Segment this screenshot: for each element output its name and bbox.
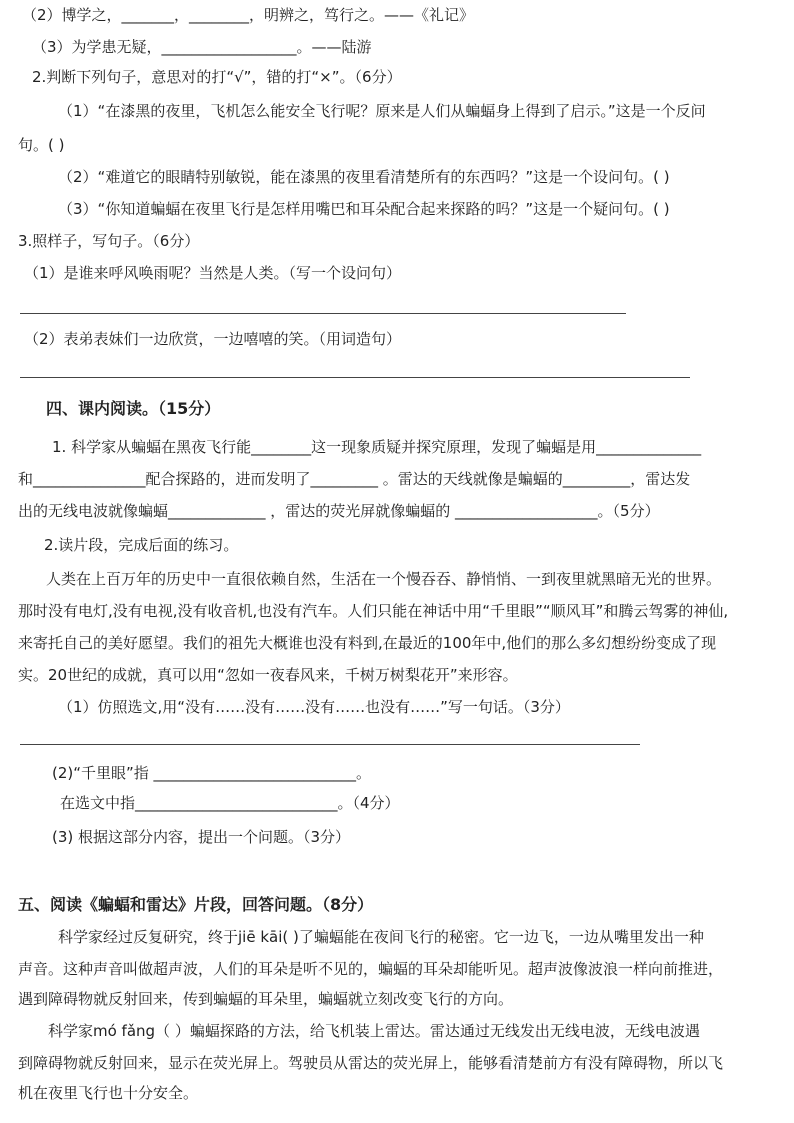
answer-line: [20, 313, 626, 314]
section-4-q1-line3: 出的无线电波就像蝙蝠_____________ ，雷达的荧光屏就像蝙蝠的 ___________________。（5分）: [18, 502, 660, 520]
passage-line: 来寄托自己的美好愿望。我们的祖先大概谁也没有料到,在最近的100年中,他们的那么多幻想纷纷变成了现: [18, 634, 717, 652]
answer-line: [20, 377, 690, 378]
question-3-item-2: （2）表弟表妹们一边欣赏，一边嘻嘻的笑。（用词造句）: [24, 330, 402, 348]
section-4-q1-line2: 和_______________配合探路的，进而发明了_________ 。雷达的天线就像是蝙蝠的_________，雷达发: [18, 470, 691, 488]
reading-line: 遇到障碍物就反射回来，传到蝙蝠的耳朵里，蝙蝠就立刻改变飞行的方向。: [18, 990, 514, 1008]
reading-line: 机在夜里飞行也十分安全。: [18, 1084, 199, 1102]
section-4-q2-heading: 2.读片段，完成后面的练习。: [44, 536, 239, 554]
passage-line: 那时没有电灯,没有电视,没有收音机,也没有汽车。人们只能在神话中用“千里眼”“顺风耳”和腾云驾雾的神仙,: [18, 602, 729, 620]
question-3-item-1: （1）是谁来呼风唤雨呢？当然是人类。（写一个设问句）: [24, 264, 402, 282]
reading-line: 科学家经过反复研究，终于jiē kāi( )了蝙蝠能在夜间飞行的秘密。它一边飞，一边从嘴里发出一种: [58, 928, 704, 946]
section-4-q2-item-2-cont: 在选文中指___________________________。（4分）: [60, 794, 400, 812]
line-boxue: （2）博学之，_______，________，明辨之，笃行之。——《礼记》: [22, 6, 475, 24]
passage-line: 实。20世纪的成就，真可以用“忽如一夜春风来，千树万树梨花开”来形容。: [18, 666, 518, 684]
section-4-q2-item-3: (3) 根据这部分内容，提出一个问题。（3分）: [52, 828, 351, 846]
question-2-item-2: （2）“难道它的眼睛特别敏锐，能在漆黑的夜里看清楚所有的东西吗？”这是一个设问句。( ): [58, 168, 670, 186]
section-4-q2-item-1: （1）仿照选文,用“没有……没有……没有……也没有……”写一句话。（3分）: [58, 698, 570, 716]
reading-line: 科学家mó fǎng（ ）蝙蝠探路的方法，给飞机装上雷达。雷达通过无线发出无线电波，无线电波遇: [48, 1022, 700, 1040]
question-2-item-1: （1）“在漆黑的夜里，飞机怎么能安全飞行呢？原来是人们从蝙蝠身上得到了启示。”这是一个反问: [58, 102, 706, 120]
line-weixue: （3）为学患无疑，__________________。——陆游: [32, 38, 372, 56]
reading-line: 到障碍物就反射回来，显示在荧光屏上。驾驶员从雷达的荧光屏上，能够看清楚前方有没有障碍物，所以飞: [18, 1054, 724, 1072]
question-2-heading: 2.判断下列句子，意思对的打“√”，错的打“×”。（6分）: [32, 68, 402, 86]
question-2-item-1-cont: 句。( ): [18, 136, 65, 154]
section-5-title: 五、阅读《蝙蝠和雷达》片段，回答问题。（8分）: [18, 895, 374, 914]
section-4-q2-item-2: (2)“千里眼”指 ___________________________。: [52, 764, 372, 782]
section-4-q1-line1: 1. 科学家从蝙蝠在黑夜飞行能________这一现象质疑并探究原理，发现了蝙蝠是用______________: [52, 438, 702, 456]
section-4-title: 四、课内阅读。（15分）: [46, 399, 221, 418]
reading-line: 声音。这种声音叫做超声波，人们的耳朵是听不见的，蝙蝠的耳朵却能听见。超声波像波浪一样向前推进，: [18, 960, 724, 978]
question-2-item-3: （3）“你知道蝙蝠在夜里飞行是怎样用嘴巴和耳朵配合起来探路的吗？”这是一个疑问句。( ): [58, 200, 670, 218]
question-3-heading: 3.照样子，写句子。（6分）: [18, 232, 200, 250]
passage-line: 人类在上百万年的历史中一直很依赖自然，生活在一个慢吞吞、静悄悄、一到夜里就黑暗无光的世界。: [46, 570, 722, 588]
answer-line: [20, 744, 640, 745]
